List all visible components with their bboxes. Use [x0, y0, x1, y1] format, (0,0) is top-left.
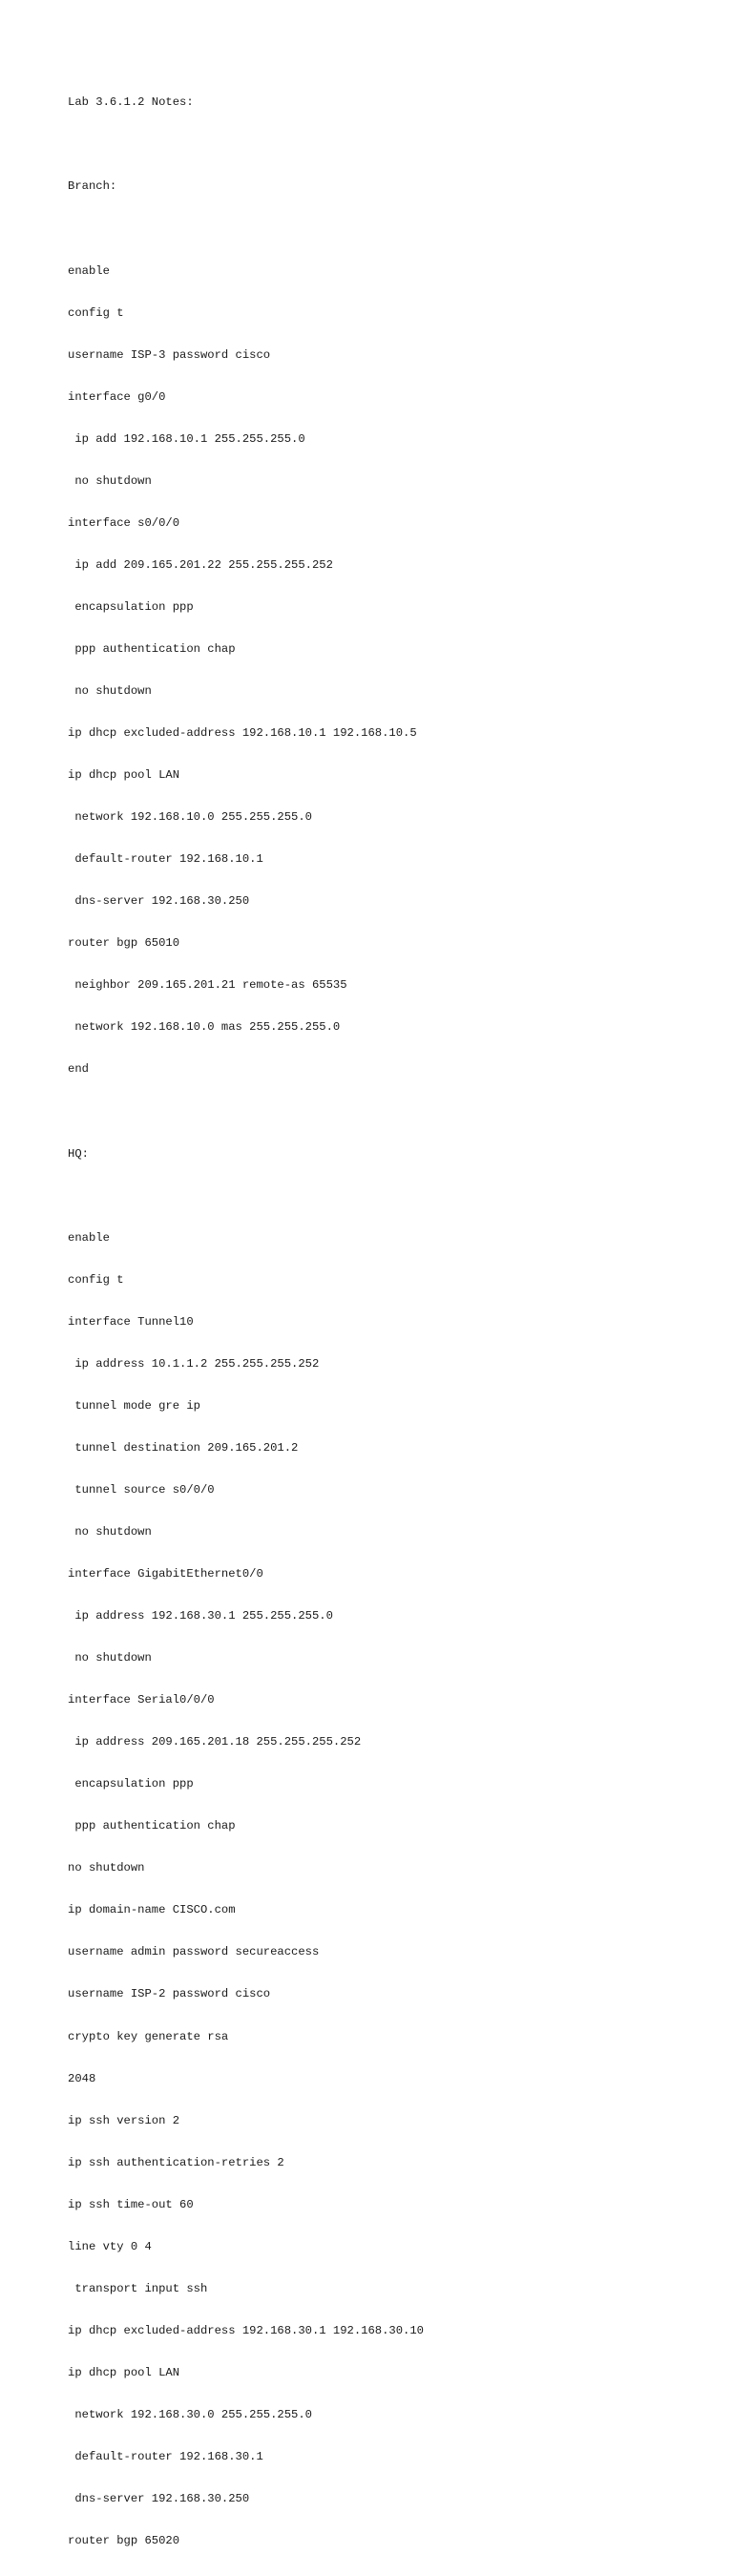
doc-line: ip address 10.1.1.2 255.255.255.252	[68, 1356, 320, 1371]
doc-line: no shutdown	[68, 473, 152, 488]
document-text	[68, 68, 424, 2576]
doc-line: tunnel mode gre ip	[68, 1398, 200, 1413]
doc-line: transport input ssh	[68, 2281, 208, 2295]
doc-line: interface Serial0/0/0	[68, 1693, 215, 1707]
doc-line: username admin password secureaccess	[68, 1945, 320, 1959]
doc-line: ppp authentication chap	[68, 641, 236, 656]
doc-line: ip add 209.165.201.22 255.255.255.252	[68, 557, 333, 572]
doc-line: Branch:	[68, 179, 117, 194]
doc-line: config t	[68, 305, 124, 320]
doc-line: dns-server 192.168.30.250	[68, 2492, 250, 2506]
doc-line: HQ:	[68, 1146, 89, 1161]
doc-line: ip ssh authentication-retries 2	[68, 2155, 284, 2169]
doc-line: ip ssh time-out 60	[68, 2197, 194, 2211]
doc-line: ip domain-name CISCO.com	[68, 1903, 236, 1917]
doc-line: router bgp 65010	[68, 936, 180, 951]
doc-line: interface s0/0/0	[68, 515, 180, 530]
doc-line: default-router 192.168.30.1	[68, 2450, 263, 2463]
doc-line: ip dhcp excluded-address 192.168.30.1 192.168.30.10	[68, 2323, 424, 2337]
doc-line: ppp authentication chap	[68, 1819, 236, 1833]
doc-line: no shutdown	[68, 1861, 145, 1875]
doc-line: username ISP-3 password cisco	[68, 347, 271, 362]
doc-line: ip address 209.165.201.18 255.255.255.252	[68, 1735, 362, 1749]
doc-line: 2048	[68, 2071, 96, 2085]
doc-line: enable	[68, 1230, 110, 1245]
doc-line: no shutdown	[68, 684, 152, 699]
doc-line: enable	[68, 263, 110, 278]
doc-line	[68, 1105, 424, 1120]
doc-line	[68, 222, 424, 237]
doc-line: no shutdown	[68, 1651, 152, 1665]
doc-line: ip add 192.168.10.1 255.255.255.0	[68, 431, 305, 446]
doc-line	[68, 1189, 424, 1204]
doc-line: config t	[68, 1272, 124, 1287]
doc-line: neighbor 209.165.201.21 remote-as 65535	[68, 978, 347, 993]
doc-line: interface Tunnel10	[68, 1314, 194, 1329]
doc-line: ip address 192.168.30.1 255.255.255.0	[68, 1609, 333, 1623]
doc-line: username ISP-2 password cisco	[68, 1987, 271, 2001]
doc-line: network 192.168.30.0 255.255.255.0	[68, 2407, 312, 2421]
doc-line: encapsulation ppp	[68, 599, 194, 614]
doc-line: default-router 192.168.10.1	[68, 852, 263, 867]
doc-line: no shutdown	[68, 1524, 152, 1539]
doc-line: network 192.168.10.0 mas 255.255.255.0	[68, 1020, 341, 1035]
doc-line: end	[68, 1062, 89, 1077]
doc-line: ip dhcp excluded-address 192.168.10.1 192.168.10.5	[68, 726, 417, 741]
doc-line: router bgp 65020	[68, 2534, 180, 2548]
doc-line: line vty 0 4	[68, 2239, 152, 2253]
doc-line: tunnel destination 209.165.201.2	[68, 1440, 299, 1455]
doc-line: crypto key generate rsa	[68, 2029, 229, 2043]
doc-line: dns-server 192.168.30.250	[68, 894, 250, 909]
doc-line: ip dhcp pool LAN	[68, 2365, 180, 2379]
doc-line: ip dhcp pool LAN	[68, 768, 180, 783]
doc-line: tunnel source s0/0/0	[68, 1482, 215, 1497]
doc-line: interface g0/0	[68, 389, 166, 404]
doc-line: interface GigabitEthernet0/0	[68, 1567, 263, 1581]
doc-line: Lab 3.6.1.2 Notes:	[68, 95, 194, 110]
doc-line: network 192.168.10.0 255.255.255.0	[68, 810, 312, 825]
doc-line	[68, 137, 424, 152]
doc-line: ip ssh version 2	[68, 2113, 180, 2127]
doc-line: encapsulation ppp	[68, 1777, 194, 1791]
